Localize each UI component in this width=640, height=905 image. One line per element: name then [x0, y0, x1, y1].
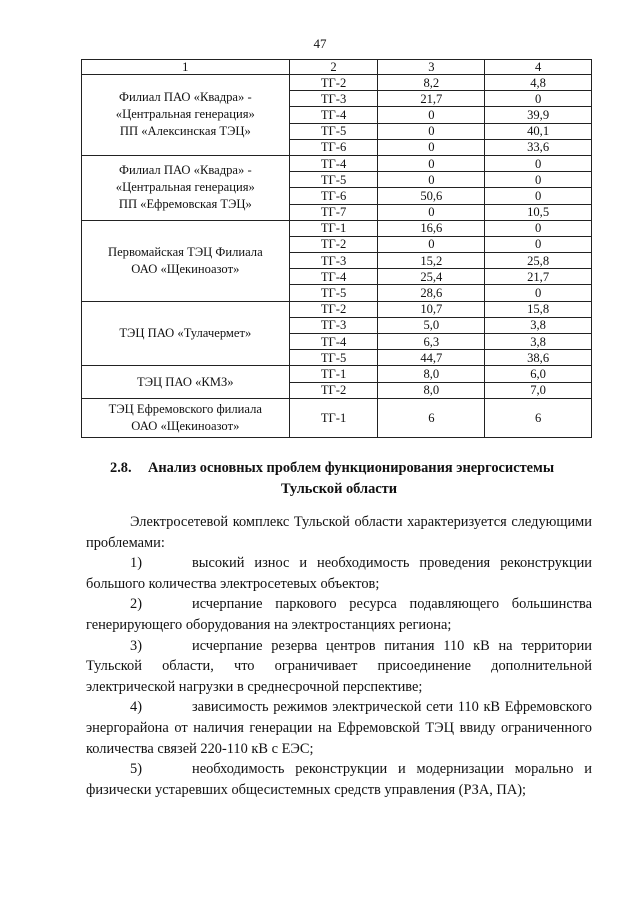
value-cell-col4: 0: [485, 188, 592, 204]
value-cell-col4: 6: [485, 398, 592, 437]
list-marker: 2): [130, 596, 142, 613]
list-item: [86, 553, 592, 594]
section-number: 2.8.: [110, 460, 132, 476]
list-item-text: исчерпание резерва центров питания 110 кВ на территории Тульской области, что ограничивает присоединение дополнительной электрической нагрузки в среднесрочной перспективе;: [86, 637, 592, 695]
station-name-cell: [82, 220, 290, 301]
table-row: [82, 155, 592, 171]
value-cell-col3: 0: [378, 107, 485, 123]
station-name-line: ТЭЦ ПАО «КМЗ»: [137, 374, 234, 389]
value-cell-col4: 33,6: [485, 139, 592, 155]
value-cell-col3: 0: [378, 123, 485, 139]
unit-cell: ТГ-5: [289, 123, 378, 139]
unit-cell: ТГ-4: [289, 334, 378, 350]
station-name-line: ПП «Ефремовская ТЭЦ»: [118, 197, 252, 212]
unit-cell: ТГ-2: [289, 75, 378, 91]
station-name-line: ОАО «Щекиноазот»: [131, 261, 240, 276]
unit-cell: ТГ-2: [289, 236, 378, 252]
header-cell: 3: [378, 60, 485, 75]
value-cell-col4: 3,8: [485, 317, 592, 333]
station-name-line: «Центральная генерация»: [115, 107, 255, 122]
table-row: [82, 75, 592, 91]
header-cell: 4: [485, 60, 592, 75]
value-cell-col3: 5,0: [378, 317, 485, 333]
value-cell-col4: 10,5: [485, 204, 592, 220]
unit-cell: ТГ-3: [289, 91, 378, 107]
table-row: [82, 398, 592, 437]
unit-cell: ТГ-6: [289, 139, 378, 155]
value-cell-col4: 6,0: [485, 366, 592, 382]
value-cell-col4: 0: [485, 220, 592, 236]
list-marker: 5): [130, 761, 142, 778]
list-item: [86, 594, 592, 635]
list-item-text: необходимость реконструкции и модернизации морально и физически устаревших общесистемных средств управления (РЗА, ПА);: [86, 761, 592, 798]
value-cell-col4: 25,8: [485, 253, 592, 269]
value-cell-col4: 0: [485, 285, 592, 301]
value-cell-col3: 15,2: [378, 253, 485, 269]
value-cell-col3: 6: [378, 398, 485, 437]
station-name-line: «Центральная генерация»: [115, 180, 255, 195]
value-cell-col4: 0: [485, 91, 592, 107]
value-cell-col3: 8,0: [378, 382, 485, 398]
unit-cell: ТГ-3: [289, 317, 378, 333]
value-cell-col4: 0: [485, 172, 592, 188]
unit-cell: ТГ-2: [289, 301, 378, 317]
header-cell: 1: [82, 60, 290, 75]
list-item: [86, 697, 592, 759]
value-cell-col4: 7,0: [485, 382, 592, 398]
unit-cell: ТГ-1: [289, 220, 378, 236]
unit-cell: ТГ-4: [289, 107, 378, 123]
station-name-cell: [82, 301, 290, 366]
value-cell-col4: 0: [485, 236, 592, 252]
unit-cell: ТГ-3: [289, 253, 378, 269]
unit-cell: ТГ-5: [289, 172, 378, 188]
station-name-line: Филиал ПАО «Квадра» -: [119, 90, 252, 105]
station-name-cell: [82, 75, 290, 156]
list-item: [86, 636, 592, 698]
station-name-line: Первомайская ТЭЦ Филиала: [107, 244, 263, 259]
list-marker: 1): [130, 555, 142, 572]
table-header-row: [82, 60, 592, 75]
value-cell-col4: 40,1: [485, 123, 592, 139]
unit-cell: ТГ-5: [289, 350, 378, 366]
header-cell: 2: [289, 60, 378, 75]
value-cell-col3: 21,7: [378, 91, 485, 107]
value-cell-col4: 0: [485, 155, 592, 171]
value-cell-col4: 3,8: [485, 334, 592, 350]
section-title-line-2: Тульской области: [280, 481, 398, 497]
value-cell-col3: 25,4: [378, 269, 485, 285]
value-cell-col3: 0: [378, 204, 485, 220]
station-name-line: Филиал ПАО «Квадра» -: [119, 163, 252, 178]
value-cell-col3: 0: [378, 155, 485, 171]
value-cell-col4: 38,6: [485, 350, 592, 366]
station-name-line: ТЭЦ ПАО «Тулачермет»: [119, 326, 252, 340]
value-cell-col3: 6,3: [378, 334, 485, 350]
page-number: 47: [313, 36, 327, 51]
value-cell-col4: 4,8: [485, 75, 592, 91]
unit-cell: ТГ-1: [289, 366, 378, 382]
value-cell-col4: 21,7: [485, 269, 592, 285]
intro-paragraph: [86, 512, 592, 553]
list-item: [86, 759, 592, 800]
generation-table: [81, 59, 592, 438]
station-name-cell: [82, 398, 290, 437]
value-cell-col4: 15,8: [485, 301, 592, 317]
unit-cell: ТГ-2: [289, 382, 378, 398]
list-item-text: зависимость режимов электрической сети 110 кВ Ефремовского энергорайона от наличия генерации на Ефремовской ТЭЦ ввиду ограниченного количества связей 220-110 кВ с ЕЭС;: [86, 699, 592, 757]
list-marker: 4): [130, 699, 142, 716]
body-text: [86, 512, 592, 800]
table-row: [82, 220, 592, 236]
unit-cell: ТГ-4: [289, 155, 378, 171]
value-cell-col4: 39,9: [485, 107, 592, 123]
value-cell-col3: 44,7: [378, 350, 485, 366]
unit-cell: ТГ-4: [289, 269, 378, 285]
table-row: [82, 301, 592, 317]
station-name-line: ПП «Алексинская ТЭЦ»: [119, 124, 251, 139]
station-name-line: ОАО «Щекиноазот»: [131, 418, 240, 433]
value-cell-col3: 28,6: [378, 285, 485, 301]
station-name-line: ТЭЦ Ефремовского филиала: [108, 401, 262, 416]
section-title-line-1: Анализ основных проблем функционирования энергосистемы: [148, 460, 555, 476]
unit-cell: ТГ-1: [289, 398, 378, 437]
table-row: [82, 366, 592, 382]
unit-cell: ТГ-7: [289, 204, 378, 220]
value-cell-col3: 0: [378, 172, 485, 188]
list-item-text: исчерпание паркового ресурса подавляющего большинства генерирующего оборудования на электростанциях региона;: [86, 596, 592, 633]
value-cell-col3: 0: [378, 236, 485, 252]
list-marker: 3): [130, 637, 142, 654]
station-name-cell: [82, 366, 290, 398]
unit-cell: ТГ-6: [289, 188, 378, 204]
value-cell-col3: 8,0: [378, 366, 485, 382]
value-cell-col3: 16,6: [378, 220, 485, 236]
value-cell-col3: 50,6: [378, 188, 485, 204]
value-cell-col3: 10,7: [378, 301, 485, 317]
value-cell-col3: 0: [378, 139, 485, 155]
value-cell-col3: 8,2: [378, 75, 485, 91]
intro-text: Электросетевой комплекс Тульской области характеризуется следующими проблемами:: [86, 514, 592, 551]
list-item-text: высокий износ и необходимость проведения реконструкции большого количества электросетевых объектов;: [86, 555, 592, 592]
station-name-cell: [82, 155, 290, 220]
unit-cell: ТГ-5: [289, 285, 378, 301]
